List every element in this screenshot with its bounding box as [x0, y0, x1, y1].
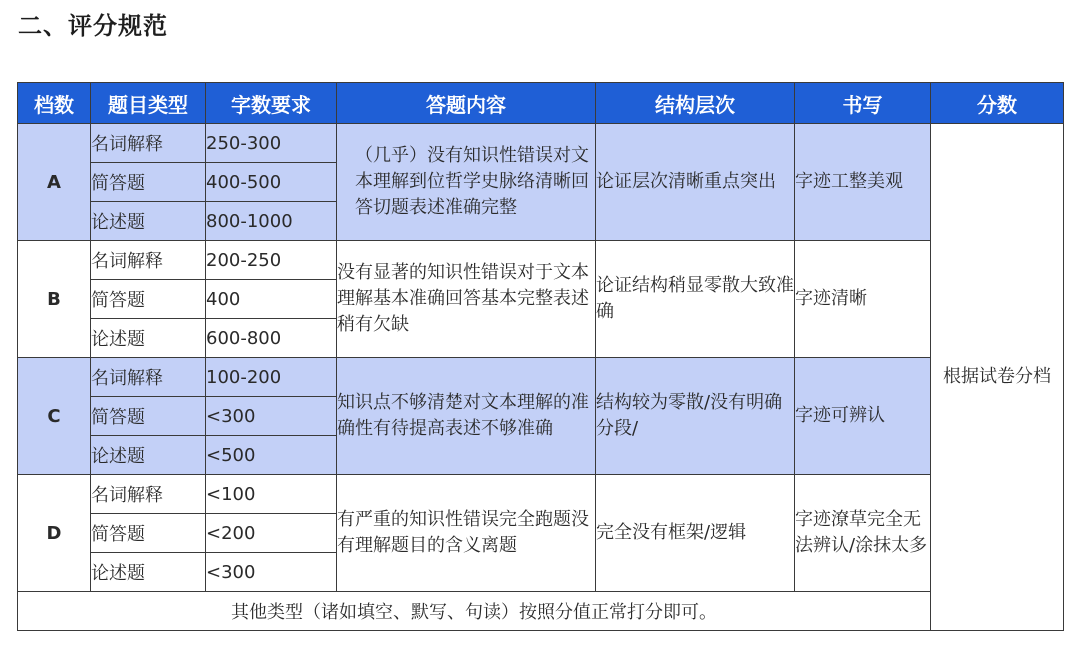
header-grade: 档数 [18, 83, 91, 124]
header-answer-content: 答题内容 [337, 83, 596, 124]
answer-content-cell: （几乎）没有知识性错误对文本理解到位哲学史脉络清晰回答切题表述准确完整 [337, 124, 596, 241]
word-count-cell: <500 [206, 436, 337, 475]
word-count-cell: 400-500 [206, 163, 337, 202]
question-type-cell: 简答题 [91, 163, 206, 202]
question-type-cell: 名词解释 [91, 241, 206, 280]
grade-label: A [18, 124, 91, 241]
table-row [18, 124, 1064, 163]
structure-cell: 完全没有框架/逻辑 [596, 475, 795, 592]
score-note-cell: 根据试卷分档 [931, 124, 1064, 631]
word-count-cell: 200-250 [206, 241, 337, 280]
table-row [18, 475, 1064, 514]
word-count-cell: 100-200 [206, 358, 337, 397]
footer-note: 其他类型（诸如填空、默写、句读）按照分值正常打分即可。 [18, 592, 931, 631]
writing-cell: 字迹清晰 [795, 241, 931, 358]
word-count-cell: 250-300 [206, 124, 337, 163]
word-count-cell: <200 [206, 514, 337, 553]
word-count-cell: 400 [206, 280, 337, 319]
answer-content-cell: 有严重的知识性错误完全跑题没有理解题目的含义离题 [337, 475, 596, 592]
grade-label: C [18, 358, 91, 475]
question-type-cell: 论述题 [91, 436, 206, 475]
header-writing: 书写 [795, 83, 931, 124]
header-question-type: 题目类型 [91, 83, 206, 124]
writing-cell: 字迹潦草完全无法辨认/涂抹太多 [795, 475, 931, 592]
answer-content-cell: 没有显著的知识性错误对于文本理解基本准确回答基本完整表述稍有欠缺 [337, 241, 596, 358]
structure-cell: 论证结构稍显零散大致准确 [596, 241, 795, 358]
header-score: 分数 [931, 83, 1064, 124]
question-type-cell: 论述题 [91, 202, 206, 241]
section-title: 二、评分规范 [18, 12, 168, 40]
question-type-cell: 名词解释 [91, 124, 206, 163]
word-count-cell: <300 [206, 553, 337, 592]
question-type-cell: 简答题 [91, 397, 206, 436]
header-row [18, 83, 1064, 124]
writing-cell: 字迹工整美观 [795, 124, 931, 241]
question-type-cell: 简答题 [91, 514, 206, 553]
question-type-cell: 论述题 [91, 553, 206, 592]
question-type-cell: 论述题 [91, 319, 206, 358]
writing-cell: 字迹可辨认 [795, 358, 931, 475]
word-count-cell: <100 [206, 475, 337, 514]
word-count-cell: <300 [206, 397, 337, 436]
table-row [18, 241, 1064, 280]
table-row [18, 358, 1064, 397]
header-word-count: 字数要求 [206, 83, 337, 124]
question-type-cell: 简答题 [91, 280, 206, 319]
structure-cell: 结构较为零散/没有明确分段/ [596, 358, 795, 475]
grading-table [17, 82, 1064, 631]
grade-label: D [18, 475, 91, 592]
grade-label: B [18, 241, 91, 358]
structure-cell: 论证层次清晰重点突出 [596, 124, 795, 241]
question-type-cell: 名词解释 [91, 358, 206, 397]
question-type-cell: 名词解释 [91, 475, 206, 514]
word-count-cell: 600-800 [206, 319, 337, 358]
answer-content-cell: 知识点不够清楚对文本理解的准确性有待提高表述不够准确 [337, 358, 596, 475]
word-count-cell: 800-1000 [206, 202, 337, 241]
footer-row [18, 592, 1064, 631]
header-structure: 结构层次 [596, 83, 795, 124]
